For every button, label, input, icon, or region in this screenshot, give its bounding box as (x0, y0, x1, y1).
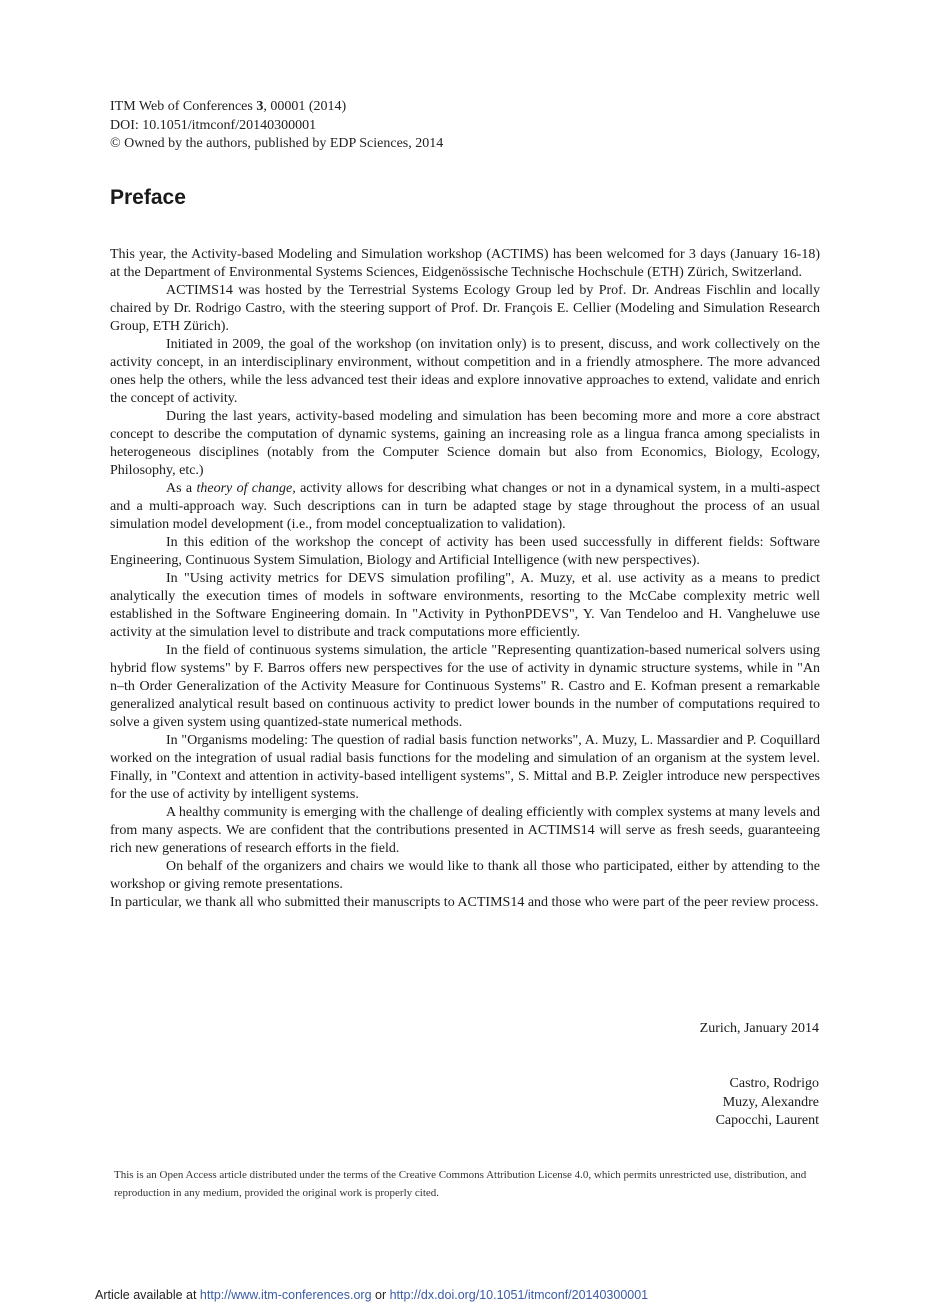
copyright-line: © Owned by the authors, published by EDP Sciences, 2014 (110, 136, 444, 151)
journal-citation (110, 98, 443, 117)
license-notice: This is an Open Access article distributed under the terms of the Creative Commons Attribution License 4.0, which permits unrestricted use, distribution, and reproduction in any medium, provided the original work is properly cited. (114, 1169, 807, 1199)
date-line: Zurich, January 2014 (699, 1021, 819, 1036)
signatures (716, 1075, 819, 1131)
itm-conferences-link[interactable]: http://www.itm-conferences.org (199, 1288, 372, 1302)
page-title: Preface (110, 186, 186, 209)
paragraph-text: As a (166, 481, 197, 496)
paragraph: A healthy community is emerging with the challenge of dealing efficiently with complex systems at many levels and from many aspects. We are confident that the contributions presented in ACTIMS14 will serve as fresh seeds, guaranteeing rich new generations of research efforts in the field. (110, 805, 820, 856)
footer-connector: or (371, 1288, 390, 1302)
signature-name: Capocchi, Laurent (715, 1113, 819, 1128)
journal-header (110, 98, 443, 154)
paragraph: Initiated in 2009, the goal of the workshop (on invitation only) is to present, discuss, and work collectively on the activity concept, in an interdisciplinary environment, without competition and in a friendly atmosphere. The more advanced ones help the others, while the less advanced test their ideas and explore innovative approaches to extend, validate and enrich the concept of activity. (110, 337, 820, 406)
signature-name: Castro, Rodrigo (729, 1076, 819, 1091)
signature-name: Muzy, Alexandre (722, 1094, 819, 1110)
doi-link[interactable]: http://dx.doi.org/10.1051/itmconf/20140300001 (389, 1288, 649, 1302)
doi-line: DOI: 10.1051/itmconf/20140300001 (110, 117, 317, 133)
footer-prefix: Article available at (95, 1288, 200, 1302)
preface-body (110, 246, 820, 912)
paragraph: In the field of continuous systems simulation, the article "Representing quantization-based numerical solvers using hybrid flow systems" by F. Barros offers new perspectives for the use of activity in dynamic structure systems, while in "An n–th Order Generalization of the Activity Measure for Continuous Systems" R. Castro and E. Kofman present a remarkable generalized analytical result based on continuous activity to predict lower bounds in the number of computations required to solve a given system using quantized-state numerical methods. (110, 643, 820, 730)
paragraph: This year, the Activity-based Modeling and Simulation workshop (ACTIMS) has been welcomed for 3 days (January 16-18) at the Department of Environmental Systems Sciences, Eidgenössische Technische Hochschule (ETH) Zürich, Switzerland. (110, 247, 820, 280)
paragraph: In this edition of the workshop the concept of activity has been used successfully in different fields: Software Engineering, Continuous System Simulation, Biology and Artificial Intelligence (with new perspectives). (110, 535, 820, 568)
paragraph-text: , activity allows for describing what changes or not in a dynamical system, in a multi-aspect and a multi-approach way. Such descriptions can in turn be adapted stage by stage throughout the process of an usual simulation model development (i.e., from model conceptualization to validation). (110, 481, 820, 532)
article-footer (95, 1288, 648, 1302)
paragraph: During the last years, activity-based modeling and simulation has been becoming more and more a core abstract concept to describe the computation of dynamic systems, gaining an increasing role as a lingua franca among specialists in heterogeneous disciplines (notably from the Computer Science domain but also from Economics, Biology, Ecology, Philosophy, etc.) (110, 409, 820, 478)
paragraph: ACTIMS14 was hosted by the Terrestrial Systems Ecology Group led by Prof. Dr. Andreas Fischlin and locally chaired by Dr. Rodrigo Castro, with the steering support of Prof. Dr. François E. Cellier (Modeling and Simulation Research Group, ETH Zürich). (110, 283, 820, 334)
paragraph-theory-of-change (110, 480, 820, 534)
paragraph: In "Using activity metrics for DEVS simulation profiling", A. Muzy, et al. use activity as a means to predict analytically the execution times of models in software environments, resorting to the McCabe complexity metric well established in the Software Engineering domain. In "Activity in PythonPDEVS", Y. Van Tendeloo and H. Vangheluwe use activity at the simulation level to distribute and track computations more efficiently. (110, 571, 820, 640)
emphasis-text: theory of change (196, 481, 293, 496)
article-number: , 00001 (2014) (263, 99, 347, 114)
paragraph: In particular, we thank all who submitted their manuscripts to ACTIMS14 and those who were part of the peer review process. (110, 895, 819, 910)
paragraph: In "Organisms modeling: The question of radial basis function networks", A. Muzy, L. Massardier and P. Coquillard worked on the integration of usual radial basis functions for the modeling and simulation of an organism at the system level. Finally, in "Context and attention in activity-based intelligent systems", S. Mittal and B.P. Zeigler introduce new perspectives for the use of activity by intelligent systems. (110, 733, 820, 802)
paragraph: On behalf of the organizers and chairs we would like to thank all those who participated, either by attending to the workshop or giving remote presentations. (110, 859, 820, 892)
journal-name: ITM Web of Conferences (110, 99, 253, 114)
journal-volume: 3 (256, 99, 264, 114)
